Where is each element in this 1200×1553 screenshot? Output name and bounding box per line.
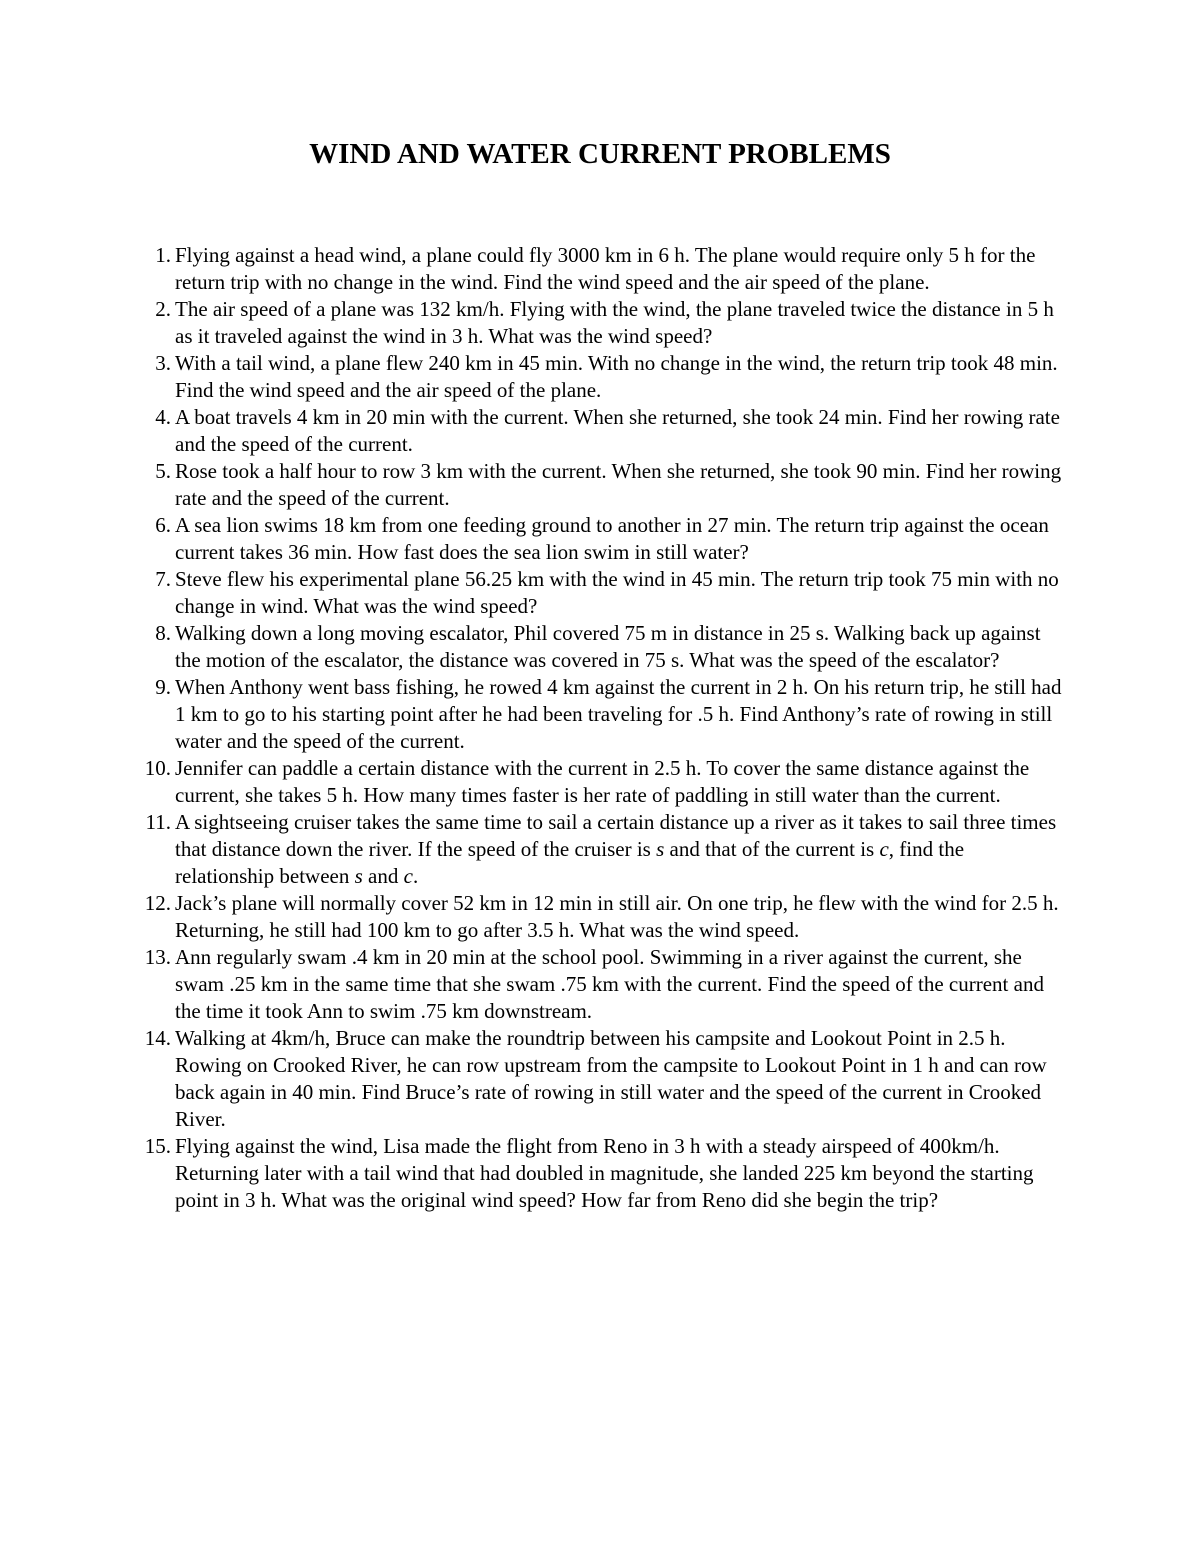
problem-text: A sea lion swims 18 km from one feeding ground to another in 27 min. The return trip against the ocean current takes 36 min. How fast does the sea lion swim in still water? xyxy=(175,513,1049,564)
problem-text-part: . xyxy=(412,864,419,888)
variable-s: s xyxy=(354,864,363,888)
problem-item-6 xyxy=(129,512,1064,566)
problem-text: The air speed of a plane was 132 km/h. Flying with the wind, the plane traveled twice the distance in 5 h as it traveled against the wind in 3 h. What was the wind speed? xyxy=(175,297,1054,348)
problem-number: 3. xyxy=(155,351,171,375)
problem-number: 4. xyxy=(155,405,171,429)
problem-item-8 xyxy=(129,620,1064,674)
problem-item-5 xyxy=(129,458,1064,512)
problem-item-12 xyxy=(129,890,1064,944)
variable-c: c xyxy=(879,837,889,861)
problem-item-2 xyxy=(129,296,1064,350)
problem-number: 8. xyxy=(155,621,171,645)
problem-item-11 xyxy=(129,809,1064,890)
page-title: WIND AND WATER CURRENT PROBLEMS xyxy=(309,138,891,170)
problem-text-part: and xyxy=(362,864,404,888)
problem-item-13 xyxy=(129,944,1064,1025)
problem-text-part: A sightseeing cruiser takes the same time to sail a certain distance up a river as it takes to sail three times that distance down the river. If the speed of the cruiser is xyxy=(175,810,1057,861)
problem-list xyxy=(129,242,1064,1214)
problem-item-14 xyxy=(129,1025,1064,1133)
problem-text: When Anthony went bass fishing, he rowed 4 km against the current in 2 h. On his return trip, he still had 1 km to go to his starting point after he had been traveling for .5 h. Find Anthony’s rate of rowing in still water and the speed of the current. xyxy=(175,675,1062,753)
problem-number: 14. xyxy=(144,1026,171,1050)
problem-item-15 xyxy=(129,1133,1064,1214)
problem-text: Ann regularly swam .4 km in 20 min at the school pool. Swimming in a river against the current, she swam .25 km in the same time that she swam .75 km with the current. Find the speed of the current and the time it took Ann to swim .75 km downstream. xyxy=(175,945,1044,1023)
problem-text: Steve flew his experimental plane 56.25 km with the wind in 45 min. The return trip took 75 min with no change in wind. What was the wind speed? xyxy=(175,567,1059,618)
problem-text-part: , find the relationship between xyxy=(175,837,965,888)
problem-text: A boat travels 4 km in 20 min with the current. When she returned, she took 24 min. Find her rowing rate and the speed of the current. xyxy=(175,405,1060,456)
problem-text-part: and that of the current is xyxy=(664,837,880,861)
problem-number: 11. xyxy=(145,810,171,834)
problem-number: 2. xyxy=(155,297,171,321)
problem-item-1 xyxy=(129,242,1064,296)
problem-item-3 xyxy=(129,350,1064,404)
problem-number: 1. xyxy=(155,243,171,267)
variable-s: s xyxy=(656,837,665,861)
problem-item-4 xyxy=(129,404,1064,458)
problem-number: 5. xyxy=(155,459,171,483)
problem-item-9 xyxy=(129,674,1064,755)
problem-text: Rose took a half hour to row 3 km with the current. When she returned, she took 90 min. Find her rowing rate and the speed of the current. xyxy=(175,459,1062,510)
problem-number: 12. xyxy=(144,891,171,915)
problem-text: Flying against a head wind, a plane could fly 3000 km in 6 h. The plane would require only 5 h for the return trip with no change in the wind. Find the wind speed and the air speed of the plane. xyxy=(175,243,1036,294)
problem-number: 6. xyxy=(155,513,171,537)
problem-text: With a tail wind, a plane flew 240 km in 45 min. With no change in the wind, the return trip took 48 min. Find the wind speed and the air speed of the plane. xyxy=(175,351,1058,402)
problem-text: Walking down a long moving escalator, Phil covered 75 m in distance in 25 s. Walking back up against the motion of the escalator, the distance was covered in 75 s. What was the speed of the escalator? xyxy=(175,621,1041,672)
problem-number: 9. xyxy=(155,675,171,699)
problem-number: 10. xyxy=(144,756,171,780)
problem-number: 15. xyxy=(144,1134,171,1158)
problem-number: 7. xyxy=(155,567,171,591)
variable-c: c xyxy=(403,864,413,888)
problem-number: 13. xyxy=(144,945,171,969)
problem-text xyxy=(175,809,1064,890)
problem-text: Walking at 4km/h, Bruce can make the roundtrip between his campsite and Lookout Point in 2.5 h. Rowing on Crooked River, he can row upstream from the campsite to Lookout Point in 1 h and can row back again in 40 min. Find Bruce’s rate of rowing in still water and the speed of the current in Crooked River. xyxy=(175,1026,1047,1131)
problem-text: Jack’s plane will normally cover 52 km in 12 min in still air. On one trip, he flew with the wind for 2.5 h. Returning, he still had 100 km to go after 3.5 h. What was the wind speed. xyxy=(175,891,1059,942)
problem-text: Jennifer can paddle a certain distance with the current in 2.5 h. To cover the same distance against the current, she takes 5 h. How many times faster is her rate of paddling in still water than the current. xyxy=(175,756,1030,807)
problem-item-10 xyxy=(129,755,1064,809)
problem-item-7 xyxy=(129,566,1064,620)
problem-text: Flying against the wind, Lisa made the flight from Reno in 3 h with a steady airspeed of 400km/h. Returning later with a tail wind that had doubled in magnitude, she landed 225 km beyond the starting point in 3 h. What was the original wind speed? How far from Reno did she begin the trip? xyxy=(175,1134,1034,1212)
